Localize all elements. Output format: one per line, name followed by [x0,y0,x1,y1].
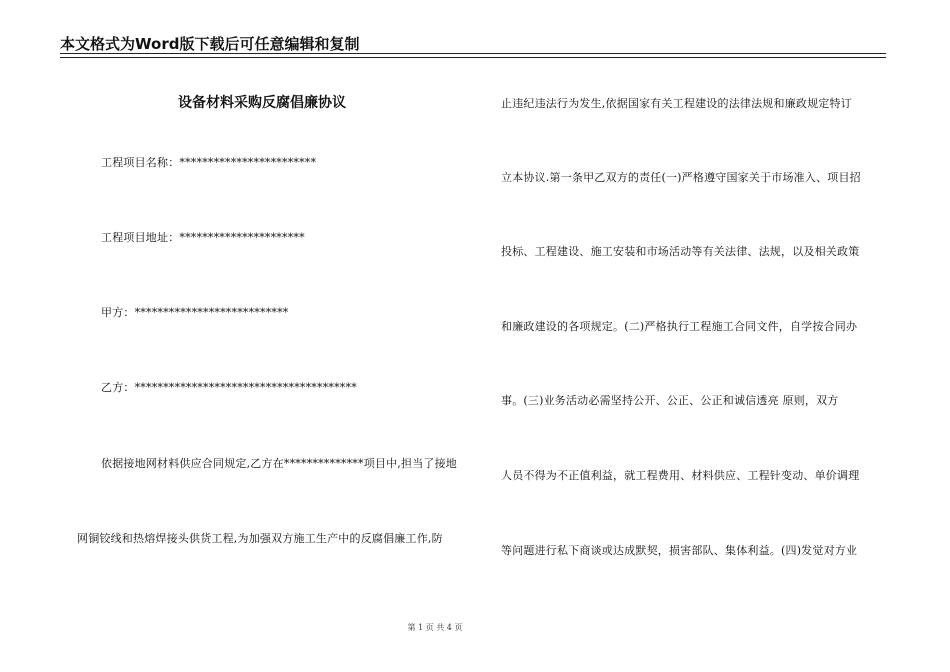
document-title: 设备材料采购反腐倡廉协议 [178,95,346,111]
right-paragraph-line: 事。(三)业务活动必需坚持公开、公正、公正和诚信透亮 原则，双方 [501,394,839,407]
project-address-line: 工程项目地址：********************** [101,231,305,244]
page-number-footer: 第 1 页 共 4 页 [407,623,463,632]
paragraph-line-2: 网铜铰线和热熔焊接头供货工程,为加强双方施工生产中的反腐倡廉工作,防 [77,532,443,545]
header-rule [60,53,886,54]
paragraph-line-1: 依据接地网材料供应合同规定,乙方在**************项目中,担当了接地 [101,457,457,470]
right-paragraph-line: 人员不得为不正值利益，就工程费用、材料供应、工程针变动、单价调理 [501,469,860,482]
right-paragraph-line: 止违纪违法行为发生,依据国家有关工程建设的法律法规和廉政规定特订 [501,97,852,110]
header-rule-thin [60,57,886,58]
right-paragraph-line: 投标、工程建设、施工安装和市场活动等有关法律、法规，以及相关政策 [501,245,860,258]
right-paragraph-line: 和廉政建设的各项规定。(二)严格执行工程施工合同文件，自学按合同办 [501,320,858,333]
right-paragraph-line: 等问题进行私下商谈或达成默契，损害部队、集体利益。(四)发觉对方业 [501,544,858,557]
document-banner: 本文格式为Word版下载后可任意编辑和复制 [60,35,360,53]
party-b-line: 乙方：*************************************** [101,381,357,394]
right-paragraph-line: 立本协议.第一条甲乙双方的责任(一)严格遵守国家关于市场准入、项目招 [501,171,861,184]
project-name-line: 工程项目名称：************************ [101,156,317,169]
party-a-line: 甲方：*************************** [101,306,289,319]
